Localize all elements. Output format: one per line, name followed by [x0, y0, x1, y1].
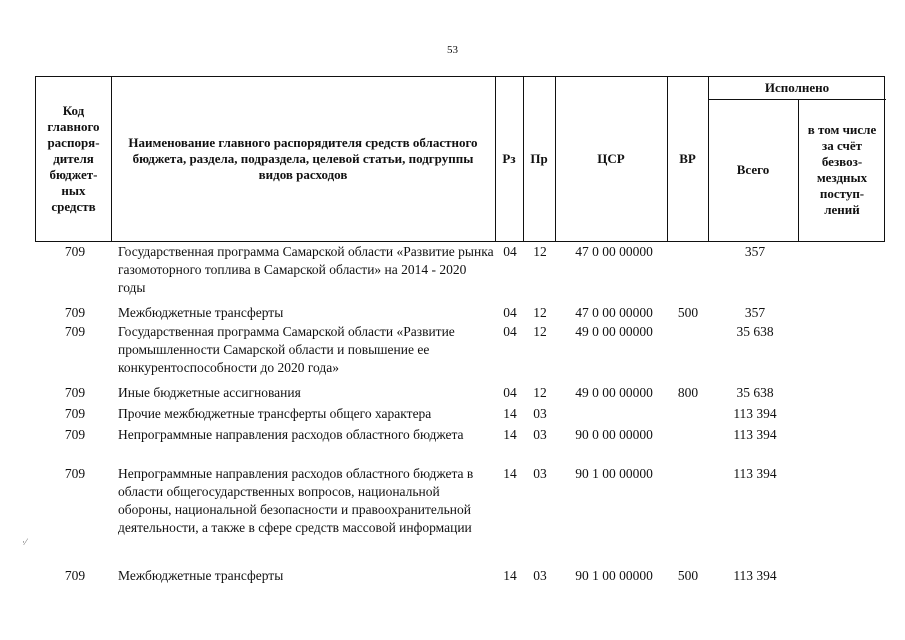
- cell-total: 35 638: [736, 324, 774, 339]
- cell-csr: 90 1 00 00000: [575, 568, 653, 583]
- cell-code: 709: [64, 427, 86, 442]
- cell-total: 113 394: [733, 427, 777, 442]
- cell-pr: 03: [533, 466, 547, 481]
- cell-total: 357: [744, 244, 766, 259]
- cell-vr: 500: [677, 568, 699, 583]
- cell-total: 113 394: [733, 466, 777, 481]
- cell-name: Непрограммные направления расходов областного бюджета: [118, 427, 464, 442]
- cell-rz: 14: [503, 568, 517, 583]
- header-rz: Рз: [502, 151, 516, 166]
- cell-pr: 12: [533, 244, 547, 259]
- cell-pr: 12: [533, 385, 547, 400]
- cell-rz: 04: [503, 385, 517, 400]
- cell-rz: 14: [503, 427, 517, 442]
- cell-rz: 04: [503, 244, 517, 259]
- cell-vr: 800: [677, 385, 699, 400]
- table-header: [35, 76, 885, 242]
- header-name: Наименование главного распорядителя средств областного бюджета, раздела, подраздела, целевой статьи, подгруппы видов расходов: [128, 135, 478, 182]
- cell-code: 709: [64, 466, 86, 481]
- cell-name: Непрограммные направления расходов областного бюджета в области общегосударственных вопросов, национальной обороны, национальной безопасности и правоохранительной деятельности, а также в сфере средств массовой информации: [118, 466, 474, 535]
- cell-code: 709: [64, 244, 86, 259]
- cell-rz: 04: [503, 305, 517, 320]
- cell-name: Межбюджетные трансферты: [118, 568, 284, 583]
- cell-code: 709: [64, 324, 86, 339]
- cell-name: Межбюджетные трансферты: [118, 305, 284, 320]
- header-pr: Пр: [530, 151, 548, 166]
- scan-speck: ·⁄: [22, 537, 27, 547]
- cell-csr: 49 0 00 00000: [575, 385, 653, 400]
- cell-csr: 90 0 00 00000: [575, 427, 653, 442]
- cell-total: 113 394: [733, 568, 777, 583]
- cell-name: Иные бюджетные ассигнования: [118, 385, 301, 400]
- cell-csr: 47 0 00 00000: [575, 244, 653, 259]
- cell-csr: 49 0 00 00000: [575, 324, 653, 339]
- cell-csr: 90 1 00 00000: [575, 466, 653, 481]
- cell-name: Государственная программа Самарской области «Развитие промышленности Самарской области и повышение ее конкурентоспособности до 2020 года»: [118, 324, 455, 375]
- cell-pr: 03: [533, 427, 547, 442]
- cell-code: 709: [64, 385, 86, 400]
- cell-pr: 03: [533, 568, 547, 583]
- cell-pr: 12: [533, 305, 547, 320]
- cell-name: Государственная программа Самарской области «Развитие рынка газомоторного топлива в Самарской области» на 2014 - 2020 годы: [118, 244, 494, 295]
- cell-total: 113 394: [733, 406, 777, 421]
- header-free: в том числе за счёт безвоз-мездных поступ-лений: [807, 122, 877, 217]
- cell-pr: 12: [533, 324, 547, 339]
- cell-pr: 03: [533, 406, 547, 421]
- header-total: Всего: [736, 162, 770, 177]
- cell-total: 35 638: [736, 385, 774, 400]
- cell-code: 709: [64, 305, 86, 320]
- header-csr: ЦСР: [597, 151, 625, 166]
- header-executed: Исполнено: [764, 80, 830, 95]
- cell-rz: 04: [503, 324, 517, 339]
- cell-name: Прочие межбюджетные трансферты общего характера: [118, 406, 432, 421]
- header-vr: ВР: [679, 151, 696, 166]
- cell-rz: 14: [503, 466, 517, 481]
- cell-code: 709: [64, 406, 86, 421]
- cell-code: 709: [64, 568, 86, 583]
- page-number: 53: [447, 44, 458, 56]
- cell-vr: 500: [677, 305, 699, 320]
- cell-csr: 47 0 00 00000: [575, 305, 653, 320]
- cell-rz: 14: [503, 406, 517, 421]
- header-code: Код главного распоря-дителя бюджет-ных средств: [47, 103, 100, 214]
- cell-total: 357: [744, 305, 766, 320]
